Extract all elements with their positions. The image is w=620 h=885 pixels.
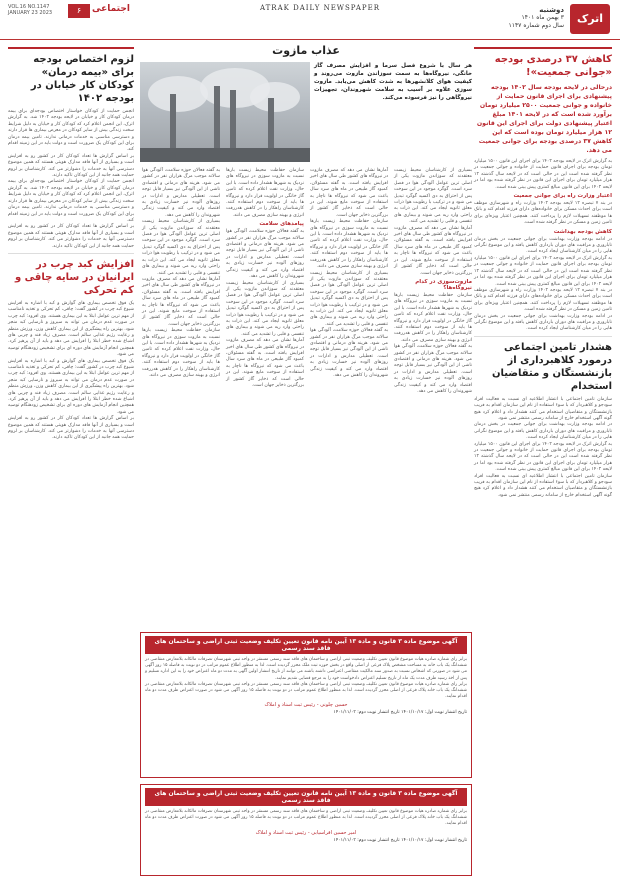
legal-notice-1 <box>140 632 472 778</box>
page-header <box>0 0 620 40</box>
notice-dates: تاریخ انتشار نوبت اول: ۱۴۰۱/۱۰/۱۷ تاریخ انتشار نوبت دوم: ۱۴۰۱/۱۱/۰۳ <box>333 710 467 716</box>
english-date: JANUARY 23 2023 <box>8 10 53 16</box>
column-text: بسیاری از کارشناسان محیط زیست معتقدند که سوزاندن مازوت یکی از اصلی ترین عوامل آلودگی هوا در فصل سرد است. گوگرد موجود در این سوخت پس از احتراق به دی اکسید گوگرد تبدیل می شود و در ترکیب با رطوبت هوا ذرات معلق ثانویه ایجاد می کند. این ذرات به راحتی وارد ریه می شوند و بیماری های تنفسی و قلبی را تشدید می کنند. <box>142 219 220 276</box>
column-text: سازمان حفاظت محیط زیست بارها نسبت به مازوت سوزی در نیروگاه های نزدیک به شهرها هشدار داده است. با این حال، وزارت نفت اعلام کرده که تامین گاز خانگی در اولویت قرار دارد و نیروگاه ها باید از سوخت دوم استفاده کنند. کارشناسان راهکار را در کاهش هدررفت انرژی و بهینه سازی مصرف می دانند. <box>394 292 472 343</box>
article-body: یک فوق تخصص بیماری های گوارش و کبد با اشاره به افزایش شیوع کبد چرب در کشور گفت: چاقی، کم تحرکی و تغذیه نامناسب از مهم ترین عوامل ابتلا به این بیماری هستند. وی افزود: کبد چرب در صورت عدم درمان می تواند به سیروز و نارسایی کبد منجر شود. بهترین راه پیشگیری از این بیماری کاهش وزن، ورزش منظم و رعایت رژیم غذایی سالم است. مصرف زیاد قند و چربی های اشباع شده خطر ابتلا را افزایش می دهد و باید از آن پرهیز کرد. همچنین انجام آزمایش های دوره ای برای تشخیص زودهنگام توصیه می شود. <box>8 300 134 358</box>
notice-signature: حسین چلونی - رئیس ثبت اسناد و املاک <box>264 702 348 709</box>
column-text: به گفته فعالان حوزه سلامت، آلودگی هوا سالانه موجب مرگ هزاران نفر در کشور می شود. هزینه های درمانی و اقتصادی ناشی از این آلودگی نیز بسیار قابل توجه است. تعطیلی مدارس و ادارات در روزهای آلوده نیز خسارت زیادی به اقتصاد وارد می کند و کیفیت زندگی شهروندان را کاهش می دهد. <box>394 344 472 394</box>
main-story <box>140 44 472 843</box>
article-body: به گزارش اترک در لایحه بودجه ۱۴۰۲ برای اجرای این قانون ۱۵۰۰ میلیارد تومان بودجه برای اجرای قانون حمایت از خانواده و جوانی جمعیت در نظر گرفته شده است این در حالی است که در لایحه سال گذشته ۱۲ هزار میلیارد تومان برای اجرای این قانون در نظر گرفته شده بود اما در لایحه ۱۴۰۲ برای این قانون مبالغ کمتری پیش بینی شده است. <box>474 255 612 287</box>
article-body: بر اساس گزارش ها تعداد کودکان کار در کشور رو به افزایش است و بسیاری از آنها فاقد مدارک هویتی هستند که همین موضوع دسترسی آنها به خدمات را دشوارتر می کند. کارشناسان بر لزوم حمایت همه جانبه از این کودکان تاکید دارند. <box>8 153 134 179</box>
story-columns <box>140 168 472 628</box>
article-body: در ادامه بودجه وزارت بهداشت برای جوانی جمعیت در بخش درمان ناباروری و مراقبت های دوران بارداری کاهش یافته و این موضوع نگرانی هایی را در میان کارشناسان ایجاد کرده است. <box>474 422 612 441</box>
notice-body: برابر رای شماره صادره هیات موضوع قانون تعیین تکلیف وضعیت ثبتی اراضی و ساختمان های فاقد سند رسمی مستقر در واحد ثبتی شهرستان تصرفات مالکانه بلامعارض متقاضی در ششدانگ یک باب خانه پلاک فرعی از اصلی محرز گردیده است. لذا به منظور اطلاع عموم مراتب در دو نوبت به فاصله ۱۵ روز آگهی می شود در صورت اعتراض ظرف مدت دو ماه اقدام نمایند. <box>145 809 467 827</box>
factory-ground <box>140 148 310 162</box>
power-plant-photo <box>140 62 310 162</box>
legal-notice-2 <box>140 784 472 876</box>
article-body: در بند ۷ تبصره ۱۲ لایحه بودجه ۱۴۰۲ وزارت راه و شهرسازی موظف است برای احداث مسکن برای خانواده‌های دارای فرزند اقدام کند و بانک ها موظفند تسهیلات لازم را پرداخت کنند. همچنین اعتبار ویژه‌ای برای تامین زمین و مسکن در نظر گرفته شده است. <box>474 201 612 226</box>
article-body: یک فوق تخصص بیماری های گوارش و کبد با اشاره به افزایش شیوع کبد چرب در کشور گفت: چاقی، کم تحرکی و تغذیه نامناسب از مهم ترین عوامل ابتلا به این بیماری هستند. وی افزود: کبد چرب در صورت عدم درمان می تواند به سیروز و نارسایی کبد منجر شود. بهترین راه پیشگیری از این بیماری کاهش وزن، ورزش منظم و رعایت رژیم غذایی سالم است. مصرف زیاد قند و چربی های اشباع شده خطر ابتلا را افزایش می دهد و باید از آن پرهیز کرد. همچنین انجام آزمایش های دوره ای برای تشخیص زودهنگام توصیه می شود. <box>8 358 134 415</box>
story-column-2 <box>310 168 388 628</box>
article-body: سازمان تامین اجتماعی با انتشار اطلاعیه ای نسبت به فعالیت افراد سودجو و کلاهبردار که با سوء استفاده از نام این سازمان اقدام به فریب بازنشستگان و متقاضیان استخدام می کنند هشدار داد و اعلام کرد هیچ گونه آگهی استخدام خارج از سامانه رسمی منتشر نمی شود. <box>474 473 612 498</box>
notice-body: برابر رای شماره صادره هیات موضوع قانون تعیین تکلیف وضعیت ثبتی اراضی و ساختمان های فاقد سند رسمی مستقر در واحد ثبتی شهرستان تصرفات مالکانه بلامعارض متقاضی در ششدانگ یک باب خانه پلاک فرعی از اصلی محرز گردیده است. لذا به منظور اطلاع عموم مراتب در دو نوبت به فاصله ۱۵ روز آگهی می شود در صورت اعتراض ظرف مدت دو ماه اقدام نمایند. <box>145 681 467 700</box>
column-text: به گفته فعالان حوزه سلامت، آلودگی هوا سالانه موجب مرگ هزاران نفر در کشور می شود. هزینه های درمانی و اقتصادی ناشی از این آلودگی نیز بسیار قابل توجه است. تعطیلی مدارس و ادارات در روزهای آلوده نیز خسارت زیادی به اقتصاد وارد می کند و کیفیت زندگی شهروندان را کاهش می دهد. <box>226 229 304 280</box>
article-body: انجمن حمایت از کودکان خواستار اختصاص بودجه‌ای برای بیمه درمان کودکان کار و خیابان در لایحه بودجه ۱۴۰۲ شد. به گزارش اترک، این انجمن اعلام کرد که کودکان کار و خیابان به دلیل شرایط سخت زندگی بیش از سایر کودکان در معرض بیماری ها قرار دارند و دسترسی مناسبی به خدمات درمانی ندارند. تامین بیمه درمان برای این کودکان یک ضرورت است و دولت باید در این زمینه اقدام کند. <box>8 109 134 153</box>
divider <box>474 47 612 49</box>
column-text: آمارها نشان می دهد که مصرف مازوت در نیروگاه های کشور طی سال های اخیر افزایش یافته است. به گفته مسئولان، کمبود گاز طبیعی در ماه های سرد سال باعث می شود که نیروگاه ها ناچار به استفاده از سوخت مایع شوند. این در حالی است که ذخایر گاز کشور از بزرگترین ذخایر جهان است. <box>394 225 472 276</box>
issue-number: سال دوم شماره ۱۱۴۷ <box>508 22 564 29</box>
masthead: ATRAK DAILY NEWSPAPER <box>259 4 381 12</box>
right-column <box>474 44 612 877</box>
newspaper-logo: اترک <box>570 4 610 34</box>
article-body: سازمان تامین اجتماعی با انتشار اطلاعیه ای نسبت به فعالیت افراد سودجو و کلاهبردار که با سوء استفاده از نام این سازمان اقدام به فریب بازنشستگان و متقاضیان استخدام می کنند هشدار داد و اعلام کرد هیچ گونه آگهی استخدام خارج از سامانه رسمی منتشر نمی شود. <box>474 396 612 421</box>
article-body: به گزارش اترک در لایحه بودجه ۱۴۰۲ برای اجرای این قانون ۱۵۰۰ میلیارد تومان بودجه برای اجرای قانون حمایت از خانواده و جوانی جمعیت در نظر گرفته شده است این در حالی است که در لایحه سال گذشته ۱۲ هزار میلیارد تومان برای اجرای این قانون در نظر گرفته شده بود اما در لایحه ۱۴۰۲ برای این قانون مبالغ کمتری پیش بینی شده است. <box>474 159 612 190</box>
chimney <box>214 86 220 152</box>
issue-day: دوشنبه <box>539 6 564 14</box>
article-body: بر اساس گزارش ها تعداد کودکان کار در کشور رو به افزایش است و بسیاری از آنها فاقد مدارک هویتی هستند که همین موضوع دسترسی آنها به خدمات را دشوارتر می کند. کارشناسان بر لزوم حمایت همه جانبه از این کودکان تاکید دارند. <box>8 224 134 249</box>
subheading: کاهش بودجه بهداشت <box>553 228 612 235</box>
volume-number: VOL.16 NO.1147 <box>8 4 50 10</box>
left-column <box>8 44 134 877</box>
chimney <box>170 94 176 152</box>
article-title-fatty-liver: افزایش کبد چرب در ایرانیان در سایه چاقی و کم تحرکی <box>14 258 134 296</box>
issue-date-fa: ۳ بهمن ماه ۱۴۰۱ <box>521 14 564 21</box>
subheading: اعتبار وزارت راه برای جوانی جمعیت <box>513 193 612 200</box>
subheading: پیامدهای سلامت <box>259 221 304 228</box>
article-body: انجمن حمایت از کودکان خواستار اختصاص بودجه‌ای برای بیمه درمان کودکان کار و خیابان در لایحه بودجه ۱۴۰۲ شد. به گزارش اترک، این انجمن اعلام کرد که کودکان کار و خیابان به دلیل شرایط سخت زندگی بیش از سایر کودکان در معرض بیماری ها قرار دارند و دسترسی مناسبی به خدمات درمانی ندارند. تامین بیمه درمان برای این کودکان یک ضرورت است و دولت باید در این زمینه اقدام کند. <box>8 179 134 223</box>
notice-title: آگهی موضوع ماده ۳ قانون و ماده ۱۳ آیین نامه قانون تعیین تکلیف وضعیت ثبتی اراضی و ساختمان های فاقد سند رسمی <box>145 788 467 806</box>
article-body: در بند ۷ تبصره ۱۲ لایحه بودجه ۱۴۰۲ وزارت راه و شهرسازی موظف است برای احداث مسکن برای خانواده‌های دارای فرزند اقدام کند و بانک ها موظفند تسهیلات لازم را پرداخت کنند. همچنین اعتبار ویژه‌ای برای تامین زمین و مسکن در نظر گرفته شده است. <box>474 287 612 313</box>
issue-date <box>509 6 564 30</box>
section-name: اجتماعی <box>92 4 130 14</box>
article-body: به گزارش اترک در لایحه بودجه ۱۴۰۲ برای اجرای این قانون ۱۵۰۰ میلیارد تومان بودجه برای اجرای قانون حمایت از خانواده و جوانی جمعیت در نظر گرفته شده است این در حالی است که در لایحه سال گذشته ۱۲ هزار میلیارد تومان برای اجرای این قانون در نظر گرفته شده بود اما در لایحه ۱۴۰۲ برای این قانون مبالغ کمتری پیش بینی شده است. <box>474 441 612 473</box>
volume-info <box>8 4 52 16</box>
chimney <box>268 98 274 152</box>
column-text: به گفته فعالان حوزه سلامت، آلودگی هوا سالانه موجب مرگ هزاران نفر در کشور می شود. هزینه های درمانی و اقتصادی ناشی از این آلودگی نیز بسیار قابل توجه است. تعطیلی مدارس و ادارات در روزهای آلوده نیز خسارت زیادی به اقتصاد وارد می کند و کیفیت زندگی شهروندان را کاهش می دهد. <box>310 328 388 378</box>
story-summary: هر سال با شروع فصل سرما و افزایش مصرف گاز خانگی، نیروگاه‌ها به سمت سوزاندن مازوت می‌روند و کیفیت هوای کلانشهرها به شدت کاهش می‌یابد. مازوت سوزی علاوه بر آسیب به سلامت شهروندان، تجهیزات نیروگاهی را نیز فرسوده می‌کند. <box>314 63 472 101</box>
notice-signature: امیر حسین افراسیابی - رئیس ثبت اسناد و املاک <box>255 829 357 836</box>
column-text: سازمان حفاظت محیط زیست بارها نسبت به مازوت سوزی در نیروگاه های نزدیک به شهرها هشدار داده است. با این حال، وزارت نفت اعلام کرده که تامین گاز خانگی در اولویت قرار دارد و نیروگاه ها باید از سوخت دوم استفاده کنند. کارشناسان راهکار را در کاهش هدررفت انرژی و بهینه سازی مصرف می دانند. <box>142 328 220 378</box>
story-column-4 <box>142 168 220 628</box>
main-headline: عذاب مازوت <box>272 44 340 57</box>
column-text: بسیاری از کارشناسان محیط زیست معتقدند که سوزاندن مازوت یکی از اصلی ترین عوامل آلودگی هوا در فصل سرد است. گوگرد موجود در این سوخت پس از احتراق به دی اکسید گوگرد تبدیل می شود و در ترکیب با رطوبت هوا ذرات معلق ثانویه ایجاد می کند. این ذرات به راحتی وارد ریه می شوند و بیماری های تنفسی و قلبی را تشدید می کنند. <box>226 280 304 337</box>
divider <box>8 253 134 254</box>
chimney <box>230 90 236 152</box>
article-lede: درحالی در لایحه بودجه سال ۱۴۰۲ بودجه پیشنهادی برای اجرای قانون حمایت از خانواده و جوانی جمعیت ۲۵۰۰ میلیارد تومان برآورد شده است که در لایحه ۱۴۰۱ مبلغ اعتبار پیشنهادی دولت برای اجرای این قانون ۱۲ هزار میلیارد تومان بوده است که این کاهش ۳۷ درصدی بودجه برای جوانی جمعیت می دهد. <box>476 84 612 154</box>
column-text: به گفته فعالان حوزه سلامت، آلودگی هوا سالانه موجب مرگ هزاران نفر در کشور می شود. هزینه های درمانی و اقتصادی ناشی از این آلودگی نیز بسیار قابل توجه است. تعطیلی مدارس و ادارات در روزهای آلوده نیز خسارت زیادی به اقتصاد وارد می کند و کیفیت زندگی شهروندان را کاهش می دهد. <box>142 168 220 218</box>
column-text: سازمان حفاظت محیط زیست بارها نسبت به مازوت سوزی در نیروگاه های نزدیک به شهرها هشدار داده است. با این حال، وزارت نفت اعلام کرده که تامین گاز خانگی در اولویت قرار دارد و نیروگاه ها باید از سوخت دوم استفاده کنند. کارشناسان راهکار را در کاهش هدررفت انرژی و بهینه سازی مصرف می دانند. <box>226 168 304 218</box>
notice-title: آگهی موضوع ماده ۳ قانون و ماده ۱۳ آیین نامه قانون تعیین تکلیف وضعیت ثبتی اراضی و ساختمان های فاقد سند رسمی <box>145 636 467 654</box>
column-text: بسیاری از کارشناسان محیط زیست معتقدند که سوزاندن مازوت یکی از اصلی ترین عوامل آلودگی هوا در فصل سرد است. گوگرد موجود در این سوخت پس از احتراق به دی اکسید گوگرد تبدیل می شود و در ترکیب با رطوبت هوا ذرات معلق ثانویه ایجاد می کند. این ذرات به راحتی وارد ریه می شوند و بیماری های تنفسی و قلبی را تشدید می کنند. <box>310 270 388 327</box>
article-title-child-labor: لزوم اختصاص بودجه برای «بیمه درمان» کودکان کار خیابان در بودجه ۱۴۰۲ <box>30 54 134 104</box>
notice-dates: تاریخ انتشار نوبت اول: ۱۴۰۱/۱۰/۱۷ تاریخ انتشار نوبت دوم: ۱۴۰۱/۱۱/۰۳ <box>333 837 467 843</box>
divider <box>8 47 134 49</box>
subheading: مازوت‌سوزی در کدام نیروگاه‌ها؟ <box>415 278 472 291</box>
story-column-3 <box>226 168 304 628</box>
header-left <box>8 4 130 32</box>
article-body: بر اساس گزارش ها تعداد کودکان کار در کشور رو به افزایش است و بسیاری از آنها فاقد مدارک هویتی هستند که همین موضوع دسترسی آنها به خدمات را دشوارتر می کند. کارشناسان بر لزوم حمایت همه جانبه از این کودکان تاکید دارند. <box>8 416 134 441</box>
column-text: آمارها نشان می دهد که مصرف مازوت در نیروگاه های کشور طی سال های اخیر افزایش یافته است. به گفته مسئولان، کمبود گاز طبیعی در ماه های سرد سال باعث می شود که نیروگاه ها ناچار به استفاده از سوخت مایع شوند. این در حالی است که ذخایر گاز کشور از بزرگترین ذخایر جهان است. <box>310 168 388 218</box>
column-text: آمارها نشان می دهد که مصرف مازوت در نیروگاه های کشور طی سال های اخیر افزایش یافته است. به گفته مسئولان، کمبود گاز طبیعی در ماه های سرد سال باعث می شود که نیروگاه ها ناچار به استفاده از سوخت مایع شوند. این در حالی است که ذخایر گاز کشور از بزرگترین ذخایر جهان است. <box>226 338 304 388</box>
divider <box>474 336 612 337</box>
smoke-cloud <box>148 76 208 112</box>
column-text: سازمان حفاظت محیط زیست بارها نسبت به مازوت سوزی در نیروگاه های نزدیک به شهرها هشدار داده است. با این حال، وزارت نفت اعلام کرده که تامین گاز خانگی در اولویت قرار دارد و نیروگاه ها باید از سوخت دوم استفاده کنند. کارشناسان راهکار را در کاهش هدررفت انرژی و بهینه سازی مصرف می دانند. <box>310 219 388 270</box>
story-column-1 <box>394 168 472 628</box>
page-number: ۶ <box>68 4 90 18</box>
article-title-budget: کاهش ۳۷ درصدی بودجه «جوانی جمعیت»! <box>494 54 612 78</box>
article-title-insurance: هشدار تامین اجتماعی درمورد کلاهبرداری از بازنشستگان و متقاضیان استخدام <box>492 341 612 392</box>
article-body: در ادامه بودجه وزارت بهداشت برای جوانی جمعیت در بخش درمان ناباروری و مراقبت های دوران بارداری کاهش یافته و این موضوع نگرانی هایی را در میان کارشناسان ایجاد کرده است. <box>474 236 612 255</box>
notice-body: برابر رای شماره صادره هیات موضوع قانون تعیین تکلیف وضعیت ثبتی اراضی و ساختمان های فاقد سند رسمی مستقر در واحد ثبتی شهرستان تصرفات مالکانه بلامعارض متقاضی در ششدانگ یک باب خانه به مساحت مشخص پلاک فرعی از اصلی واقع در بخش حوزه ثبت ملک محرز گردیده است. لذا به منظور اطلاع عموم مراتب در دو نوبت به فاصله ۱۵ روز آگهی می شود در صورتی که اشخاص نسبت به صدور سند مالکیت متقاضی اعتراضی داشته باشند می توانند از تاریخ انتشار اولین آگهی به مدت دو ماه اعتراض خود را به این اداره تسلیم و پس از اخذ رسید ظرف مدت یک ماه از تاریخ تسلیم اعتراض دادخواست خود را به مرجع قضایی تقدیم نمایند. <box>145 657 467 681</box>
column-text: بسیاری از کارشناسان محیط زیست معتقدند که سوزاندن مازوت یکی از اصلی ترین عوامل آلودگی هوا در فصل سرد است. گوگرد موجود در این سوخت پس از احتراق به دی اکسید گوگرد تبدیل می شود و در ترکیب با رطوبت هوا ذرات معلق ثانویه ایجاد می کند. این ذرات به راحتی وارد ریه می شوند و بیماری های تنفسی و قلبی را تشدید می کنند. <box>394 168 472 225</box>
article-body: در ادامه بودجه وزارت بهداشت برای جوانی جمعیت در بخش درمان ناباروری و مراقبت های دوران بارداری کاهش یافته و این موضوع نگرانی هایی را در میان کارشناسان ایجاد کرده است. <box>474 313 612 332</box>
smoke-cloud <box>250 82 300 112</box>
column-text: آمارها نشان می دهد که مصرف مازوت در نیروگاه های کشور طی سال های اخیر افزایش یافته است. به گفته مسئولان، کمبود گاز طبیعی در ماه های سرد سال باعث می شود که نیروگاه ها ناچار به استفاده از سوخت مایع شوند. این در حالی است که ذخایر گاز کشور از بزرگترین ذخایر جهان است. <box>142 276 220 327</box>
